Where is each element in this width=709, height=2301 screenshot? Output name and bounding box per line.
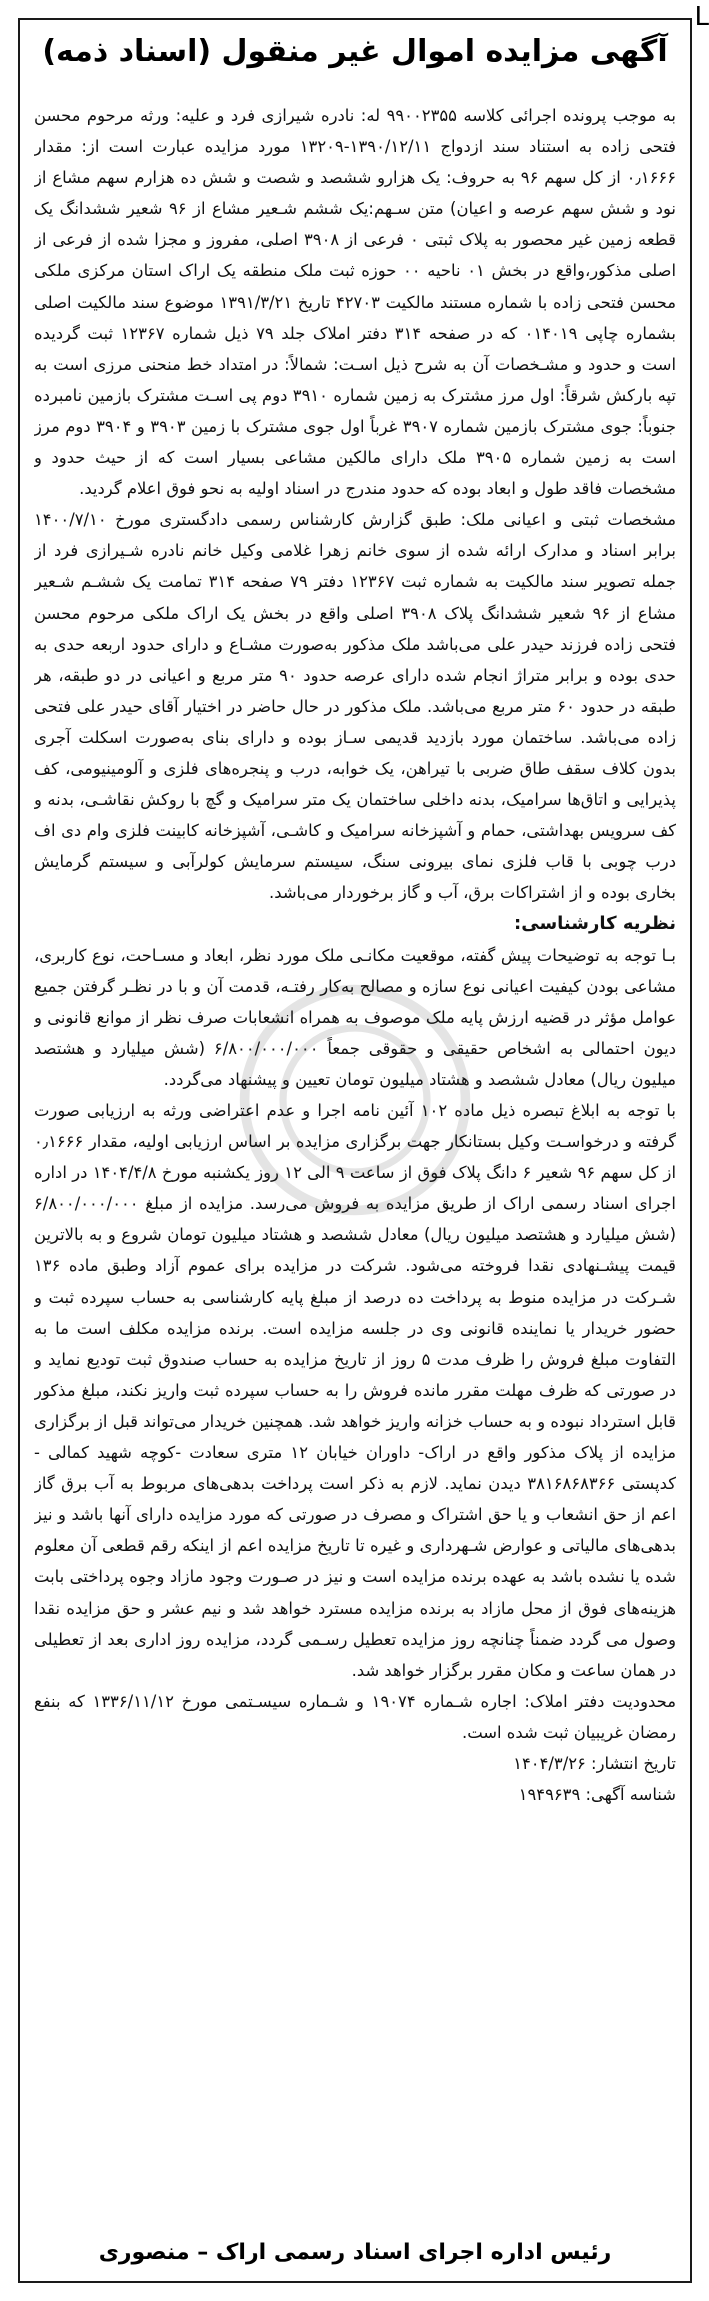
notice-title: آگهی مزایده اموال غیر منقول (اسناد ذمه) <box>42 34 668 69</box>
paragraph-property-specs: مشخصات ثبتی و اعیانی ملک: طبق گزارش کارشناس رسمی دادگستری مورخ ۱۴۰۰/۷/۱۰ برابر اسناد و مدارک ارائه شده از سوی خانم زهرا غلامی وکیل خانم نادره شـیرازی فرد از جمله تصویر سند مالکیت به شماره ثبت ۱۲۳۶۷ دفتر ۷۹ صفحه ۳۱۴ تمامت یک ششـم شـعیر مشاع از ۹۶ شعیر ششدانگ پلاک ۳۹۰۸ اصلی واقع در بخش یک اراک ملکی مرحوم محسن فتحی زاده فرزند حیدر علی می‌باشد ملک مذکور به‌صورت مشـاع و دارای حدود اربعه حدی به حدی بوده و برابر متراژ انجام شده دارای عرصه حدود ۹۰ متر مربع و اعیانی در دو طبقه، هر طبقه در حدود ۶۰ متر مربع می‌باشد. ملک مذکور در حال حاضر در اختیار آقای حیدر علی فتحی زاده می‌باشد. ساختمان مورد بازدید قدیمی سـاز بوده و دارای بنای به‌صورت اسکلت آجری بدون کلاف سقف طاق ضربی با تیراهن، یک خوابه، درب و پنجره‌های فلزی و آلومینیومی، کف پذیرایی و اتاق‌ها سرامیک، بدنه داخلی ساختمان یک متر سرامیک و گچ با روکش نقاشـی، بدنه و کف سرویس بهداشتی، حمام و آشپزخانه سرامیک و کاشـی، آشپزخانه کابینت فلزی وام دی اف درب چوبی با قاب فلزی نمای بیرونی سنگ، سیستم سرمایش کولرآبی و سیستم گرمایش بخاری بوده و از اشتراکات برق، آب و گاز برخوردار می‌باشد. <box>34 510 676 903</box>
notice-id: شناسه آگهی: ۱۹۴۹۶۳۹ <box>518 1785 676 1805</box>
corner-mark: L <box>694 2 709 32</box>
paragraph-expert-opinion: بـا توجه به توضیحات پیش گفته، موقعیت مکانـی ملک مورد نظر، ابعاد و مسـاحت، نوع کاربری، مشاعی بودن کیفیت اعیانی نوع سازه و مصالح به‌کار رفتـه، قدمت آن و با در نظـر گرفتن جمیع عوامل مؤثر در قضیه ارزش پایه ملک موصوف به همراه انشعابات صرف نظر از موانع قانونی و دیون احتمالی به اشخاص حقیقی و حقوقی جمعاً ۶/۸۰۰/۰۰۰/۰۰۰ (شش میلیارد و هشتصد میلیون ریال) معادل ششصد و هشتاد میلیون تومان تعیین و پیشنهاد می‌گردد. <box>34 945 676 1089</box>
paragraph-auction-terms: با توجه به ابلاغ تبصره ذیل ماده ۱۰۲ آئین نامه اجرا و عدم اعتراضی ورثه به ارزیابی صورت گرفته و درخواسـت وکیل بستانکار جهت برگزاری مزایده بر اساس ارزیابی اولیه، مقدار ۰٫۱۶۶۶ از کل سهم ۹۶ شعیر ۶ دانگ پلاک فوق از ساعت ۹ الی ۱۲ روز یکشنبه مورخ ۱۴۰۴/۴/۸ در اداره اجرای اسناد رسمی اراک از طریق مزایده به فروش می‌رسد. مزایده از مبلغ ۶/۸۰۰/۰۰۰/۰۰۰ (شش میلیارد و هشتصد میلیون ریال) معادل ششصد و هشتاد میلیون تومان شروع و به بالاترین قیمت پیشـنهادی نقدا فروخته می‌شود. شرکت در مزایده برای عموم آزاد وطبق ماده ۱۳۶ شـرکت در مزایده منوط به پرداخت ده درصد از مبلغ پایه کارشناسی به حساب سپرده ثبت و حضور خریدار یا نماینده قانونی وی در جلسه مزایده است. برنده مزایده مکلف است ما به التفاوت مبلغ فروش را ظرف مدت ۵ روز از تاریخ مزایده به حساب صندوق ثبت تودیع نماید و در صورتی که ظرف مهلت مقرر مانده فروش را به حساب سپرده ثبت واریز نکند، مبلغ مذکور قابل استرداد نبوده و به حساب خزانه واریز خواهد شد. همچنین خریدار می‌تواند قبل از برگزاری مزایده از پلاک مذکور واقع در اراک- داوران خیابان ۱۲ متری سعادت -کوچه شهید کمالی - کدپستی ۳۸۱۶۸۶۸۳۶۶ دیدن نماید. لازم به ذکر است پرداخت بدهی‌های مربوط به آب برق گاز اعم از حق انشعاب و یا حق اشتراک و مصرف در صورتی که مورد مزایده دارای آنها باشد و نیز بدهی‌های مالیاتی و عوارض شـهرداری و غیره تا تاریخ مزایده اعم از اینکه رقم قطعی آن معلوم شده یا نشده باشد به عهده برنده مزایده است و نیز در صـورت وجود مازاد وجوه پرداختی بابت هزینه‌های فوق از محل مازاد به برنده مزایده مسترد خواهد شد و نیم عشر و حق مزایده نقدا وصول می گردد ضمناً چنانچه روز مزایده تعطیل رسـمی گردد، مزایده روز اداری بعد از تعطیلی در همان ساعت و مکان مقرر برگزار خواهد شد. <box>34 1101 676 1680</box>
notice-body <box>34 100 676 2230</box>
notice-signature: رئیس اداره اجرای اسناد رسمی اراک – منصوری <box>98 2240 612 2265</box>
expert-opinion-heading: نظریه کارشناسی: <box>514 913 676 935</box>
paragraph-registry-restriction: محدودیت دفتر املاک: اجاره شـماره ۱۹۰۷۴ و شـماره سیسـتمی مورخ ۱۳۳۶/۱۱/۱۲ که بنفع رمضان غریبیان ثبت شده است. <box>34 1691 676 1742</box>
paragraph-case-details: به موجب پرونده اجرائی کلاسه ۹۹۰۰۲۳۵۵ له: نادره شیرازی فرد و علیه: ورثه مرحوم محسن فتحی زاده به استناد سند ازدواج ۱۳۹۰/۱۲/۱۱-۱۳۲۰۹ مورد مزایده عبارت است از: مقدار ۰٫۱۶۶۶ از کل سهم ۹۶ به حروف: یک هزارو ششصد و شصت و شش ده هزارم سهم مشاع از نود و شش سهم عرصه و اعیان) متن سـهم:یک ششم شـعیر مشاع از ۹۶ شعیر ششدانگ یک قطعه زمین غیر محصور به پلاک ثبتی ۰ فرعی از ۳۹۰۸ اصلی، مفروز و مجزا شده از فرعی از اصلی مذکور،واقع در بخش ۰۱ ناحیه ۰۰ حوزه ثبت ملک منطقه یک اراک استان مرکزی ملکی محسن فتحی زاده با شماره مستند مالکیت ۴۲۷۰۳ تاریخ ۱۳۹۱/۳/۲۱ موضوع سند مالکیت اصلی بشماره چاپی ۰۱۴۰۱۹ که در صفحه ۳۱۴ دفتر املاک جلد ۷۹ ذیل شماره ۱۲۳۶۷ ثبت گردیده است و حدود و مشـخصات آن به شرح ذیل اسـت: شمالاً: در امتداد خط منحنی مرزی است به تپه بارکش شرقاً: اول مرز مشترک به زمین شماره ۳۹۱۰ دوم پی اسـت مشترک بازمین نامبرده جنوباً: جوی مشترک بازمین شماره ۳۹۰۷ غرباً اول جوی مشترک با زمین ۳۹۰۳ و ۳۹۰۴ دوم مرز است به زمین شماره ۳۹۰۵ ملک دارای مالکین مشاعی بسیار است که از حیث حدود و مشخصات فاقد طول و ابعاد بوده که حدود مندرج در اسناد اولیه به نحو فوق اعلام گردید. <box>34 106 676 499</box>
publication-date: تاریخ انتشار: ۱۴۰۴/۳/۲۶ <box>513 1753 676 1773</box>
